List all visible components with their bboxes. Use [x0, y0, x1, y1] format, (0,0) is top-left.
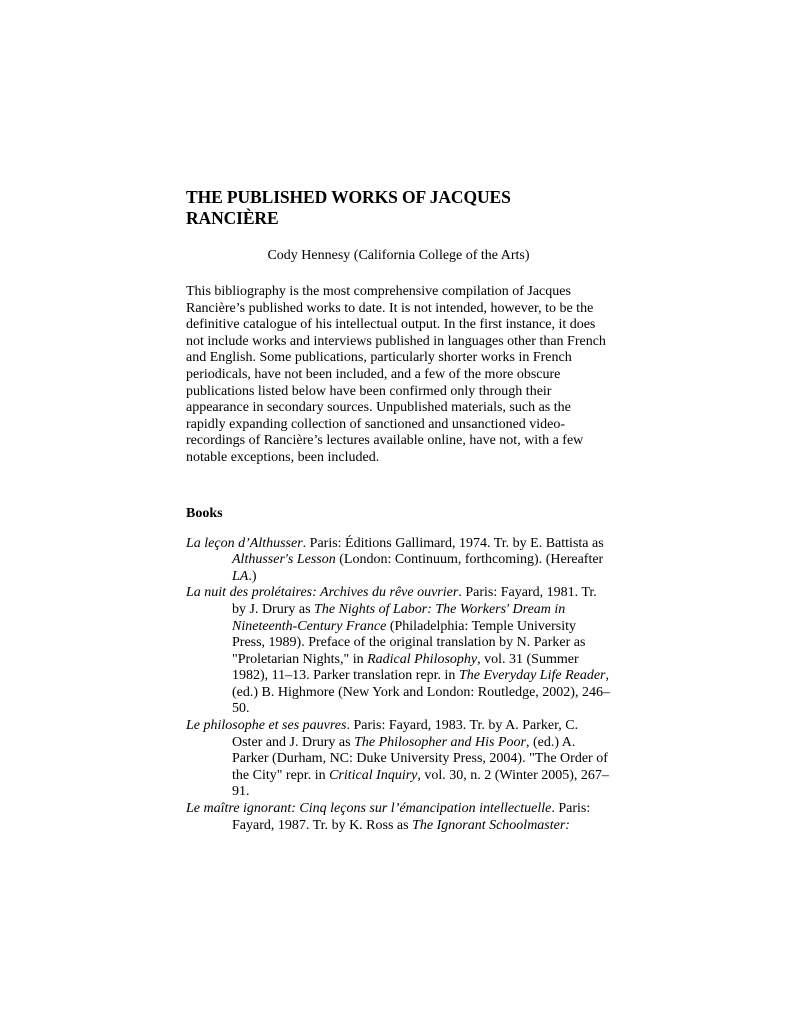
entry-title: La leçon d’Althusser	[186, 535, 303, 551]
entry-text: , (ed.) B. Highmore (New York and London: Routledge, 2002), 246–50.	[232, 668, 610, 717]
title-line-2: RANCIÈRE	[186, 208, 279, 228]
entry-italic: LA	[232, 568, 249, 584]
author-line: Cody Hennesy (California College of the Arts)	[267, 248, 530, 263]
entry-title: Le philosophe et ses pauvres	[186, 718, 347, 734]
entry-italic: The Everyday Life Reader	[458, 668, 606, 684]
entry-italic: Althusser's Lesson	[232, 552, 336, 568]
entry-text: (Philadelphia: Temple University Press, 1989). Preface of the original translation by N. Parker as "Proletarian Nights," in	[232, 618, 586, 667]
bibliography-entry	[186, 718, 611, 801]
entry-text: , vol. 31 (Summer 1982), 11–13. Parker translation repr. in	[232, 651, 579, 684]
entry-text: (London: Continuum, forthcoming). (Hereafter	[335, 552, 604, 568]
bibliography-list	[186, 536, 611, 835]
entry-italic: Radical Philosophy	[367, 651, 478, 667]
bibliography-entry	[186, 801, 611, 834]
entry-italic: The Ignorant Schoolmaster:	[412, 817, 570, 833]
document-body	[186, 187, 611, 834]
entry-italic: Critical Inquiry	[329, 767, 418, 783]
entry-title: Le maître ignorant: Cinq leçons sur l’émancipation intellectuelle	[186, 801, 552, 817]
entry-text: . Paris: Fayard, 1981. Tr. by J. Drury as	[232, 585, 597, 617]
document-title	[186, 187, 611, 229]
section-heading-books: Books	[186, 505, 223, 521]
bibliography-entry	[186, 585, 611, 718]
bibliography-entry	[186, 536, 611, 586]
entry-text: , vol. 30, n. 2 (Winter 2005), 267–91.	[232, 767, 609, 800]
entry-italic: The Philosopher and His Poor	[354, 734, 526, 750]
entry-italic: The Nights of Labor: The Workers' Dream in Nineteenth-Century France	[232, 601, 566, 634]
entry-text: , (ed.) A. Parker (Durham, NC: Duke University Press, 2004). "The Order of the City" repr. in	[232, 734, 608, 783]
entry-title: La nuit des prolétaires: Archives du rêve ouvrier	[186, 585, 459, 601]
intro-paragraph: This bibliography is the most comprehensive compilation of Jacques Rancière’s published works to date. It is not intended, however, to be the definitive catalogue of his intellectual output. In the first instance, it does not include works and interviews published in languages other than French and English. Some publications, particularly shorter works in French periodicals, have not been included, and a few of the more obscure publications listed below have been confirmed only through their appearance in secondary sources. Unpublished materials, such as the rapidly expanding collection of sanctioned and unsanctioned video-recordings of Rancière’s lectures available online, have not, with a few notable exceptions, been included.	[186, 284, 606, 465]
entry-text: . Paris: Fayard, 1983. Tr. by A. Parker, C. Oster and J. Drury as	[232, 718, 579, 750]
entry-text: . Paris: Fayard, 1987. Tr. by K. Ross as	[232, 801, 591, 833]
title-line-1: THE PUBLISHED WORKS OF JACQUES	[186, 187, 511, 207]
entry-text: . Paris: Éditions Gallimard, 1974. Tr. by E. Battista as	[302, 535, 604, 551]
entry-text: .)	[248, 568, 257, 584]
